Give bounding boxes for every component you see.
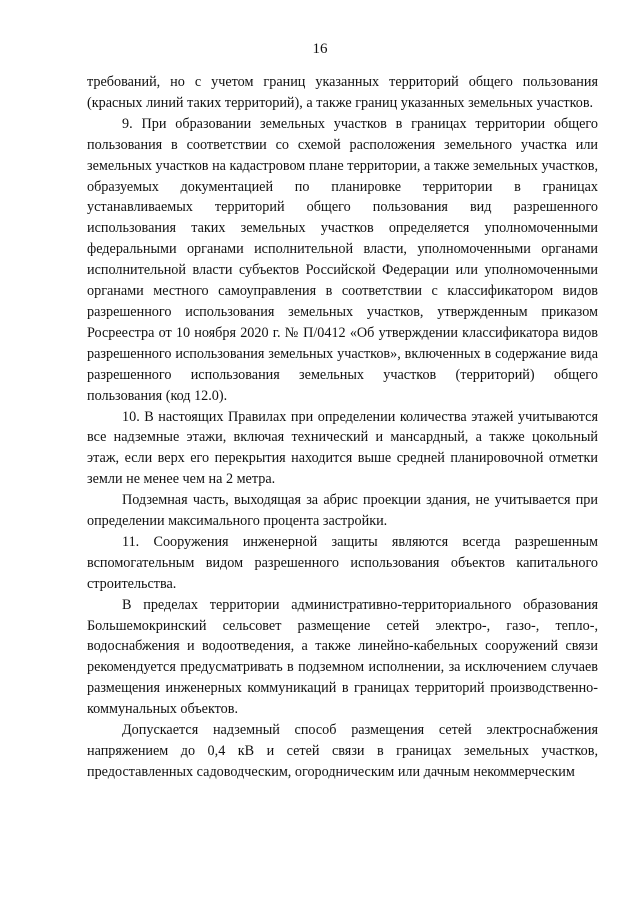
paragraph-utility-networks: В пределах территории административно-территориального образования Большемокринский сельсовет размещение сетей электро-, газо-, тепло-, водоснабжения и водоотведения, а также линейно-кабельных сооружений связи рекомендуется предусматривать в подземном исполнении, за исключением случаев размещения инженерных коммуникаций в границах территорий производственно-коммунальных объектов. (87, 596, 598, 718)
paragraph-continuation: требований, но с учетом границ указанных территорий общего пользования (красных линий таких территорий), а также границ указанных земельных участков. (87, 74, 598, 111)
document-body (87, 72, 598, 783)
page-number: 16 (312, 41, 328, 57)
paragraph-item-9: 9. При образовании земельных участков в границах территории общего пользования в соответствии со схемой расположения земельного участка или земельных участков на кадастровом плане территории, а также земельных участков, образуемых документацией по планировке территории в границах устанавливаемых территорий общего пользования вид разрешенного использования таких земельных участков определяется уполномоченными федеральными органами исполнительной власти, уполномоченными органами исполнительной власти субъектов Российской Федерации или уполномоченными органами местного самоуправления в соответствии с классификатором видов разрешенного использования земельных участков, утвержденным приказом Росреестра от 10 ноября 2020 г. № П/0412 «Об утверждении классификатора видов разрешенного использования земельных участков», включенных в содержание вида разрешенного использования земельных участков (территорий) общего пользования (код 12.0). (87, 115, 598, 404)
paragraph-overhead-networks: Допускается надземный способ размещения сетей электроснабжения напряжением до 0,4 кВ и сетей связи в границах земельных участков, предоставленных садоводческим, огородническим или дачным некоммерческим (87, 722, 598, 780)
paragraph-item-10: 10. В настоящих Правилах при определении количества этажей учитываются все надземные этажи, включая технический и мансардный, а также цокольный этаж, если верх его перекрытия находится выше средней планировочной отметки земли не менее чем на 2 метра. (87, 408, 598, 488)
paragraph-item-11: 11. Сооружения инженерной защиты являются всегда разрешенным вспомогательным видом разрешенного использования объектов капитального строительства. (87, 533, 598, 592)
paragraph-underground-part: Подземная часть, выходящая за абрис проекции здания, не учитывается при определении максимального процента застройки. (87, 492, 598, 530)
